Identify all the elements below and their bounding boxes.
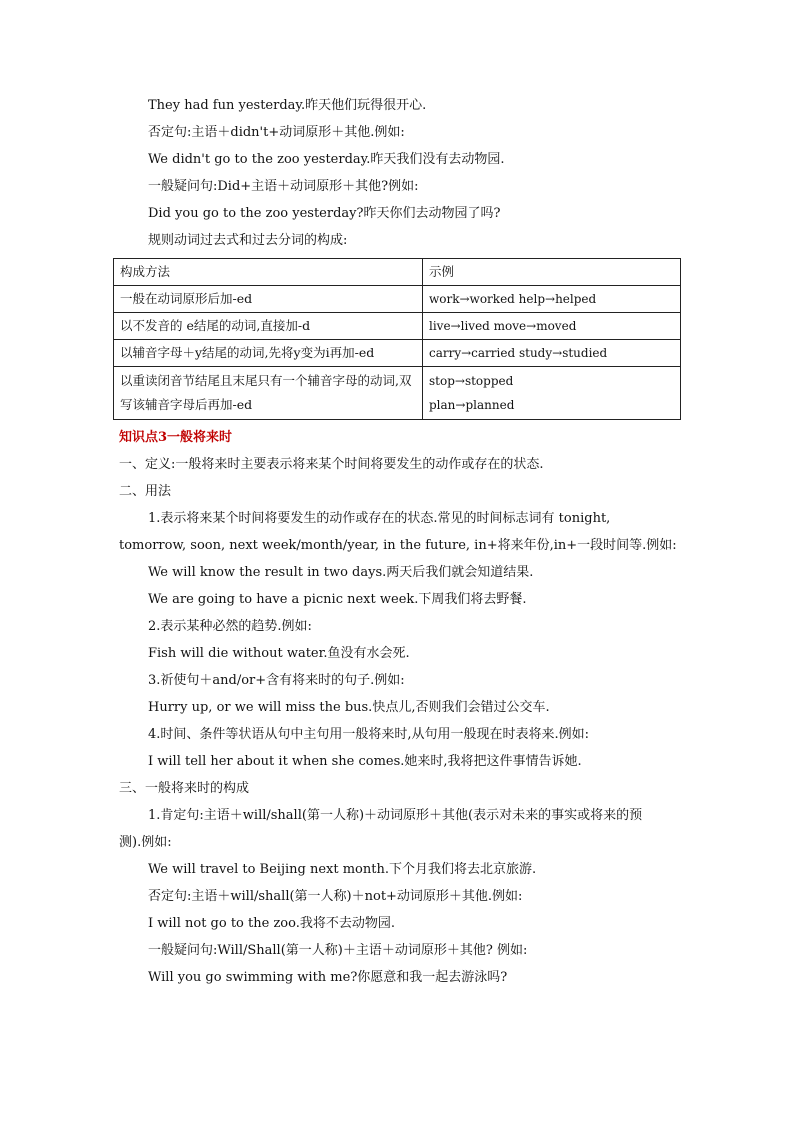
text-line: 测).例如: [119, 835, 172, 850]
example-sentence: Will you go swimming with me?你愿意和我一起去游泳吗? [148, 970, 508, 985]
example-sentence: We will know the result in two days.两天后我们就会知道结果. [148, 565, 534, 580]
text-line: tomorrow, soon, next week/month/year, in the future, in+将来年份,in+一段时间等.例如: [119, 538, 677, 553]
text-line: We didn't go to the zoo yesterday.昨天我们没有去动物园. [148, 152, 505, 167]
text-line: 一般疑问句:Did+主语＋动词原形＋其他?例如: [148, 179, 419, 194]
table-row [114, 313, 681, 340]
text-line: 1.表示将来某个时间将要发生的动作或存在的状态.常见的时间标志词有 tonight, [148, 511, 611, 526]
past-tense-rules-table [113, 258, 681, 420]
example-word: stop→stopped [429, 374, 514, 388]
text-line: They had fun yesterday.昨天他们玩得很开心. [148, 98, 427, 113]
table-row [114, 286, 681, 313]
table-header-method: 构成方法 [114, 259, 423, 286]
example-sentence: We will travel to Beijing next month.下个月我们将去北京旅游. [148, 862, 537, 877]
table-cell-example: work→worked help→helped [423, 286, 681, 313]
table-row [114, 367, 681, 420]
example-sentence: I will not go to the zoo.我将不去动物园. [148, 916, 395, 931]
table-cell-method: 以辅音字母＋y结尾的动词,先将y变为i再加-ed [114, 340, 423, 367]
text-line: 4.时间、条件等状语从句中主句用一般将来时,从句用一般现在时表将来.例如: [148, 727, 590, 742]
text-line: Did you go to the zoo yesterday?昨天你们去动物园了吗? [148, 206, 501, 221]
table-cell-example [423, 367, 681, 420]
table-cell-method: 以重读闭音节结尾且末尾只有一个辅音字母的动词,双写该辅音字母后再加-ed [114, 367, 423, 420]
definition-line: 一、定义:一般将来时主要表示将来某个时间将要发生的动作或存在的状态. [119, 457, 544, 472]
table-header-example: 示例 [423, 259, 681, 286]
table-header-row [114, 259, 681, 286]
usage-heading: 二、用法 [119, 484, 172, 499]
text-line: 规则动词过去式和过去分词的构成: [148, 233, 348, 248]
table-cell-example: carry→carried study→studied [423, 340, 681, 367]
table-cell-method: 一般在动词原形后加-ed [114, 286, 423, 313]
example-sentence: We are going to have a picnic next week.下周我们将去野餐. [148, 592, 527, 607]
table-row [114, 340, 681, 367]
text-line: 一般疑问句:Will/Shall(第一人称)＋主语＋动词原形＋其他? 例如: [148, 943, 528, 958]
example-sentence: Hurry up, or we will miss the bus.快点儿,否则我们会错过公交车. [148, 700, 550, 715]
structure-heading: 三、一般将来时的构成 [119, 781, 250, 796]
text-line: 3.祈使句＋and/or+含有将来时的句子.例如: [148, 673, 405, 688]
text-line: 否定句:主语＋didn't+动词原形＋其他.例如: [148, 125, 405, 140]
example-word: plan→planned [429, 398, 515, 412]
example-sentence: I will tell her about it when she comes.她来时,我将把这件事情告诉她. [148, 754, 582, 769]
section-title: 知识点3一般将来时 [119, 430, 233, 445]
table-cell-method: 以不发音的 e结尾的动词,直接加-d [114, 313, 423, 340]
text-line: 2.表示某种必然的趋势.例如: [148, 619, 312, 634]
table-cell-example: live→lived move→moved [423, 313, 681, 340]
text-line: 1.肯定句:主语＋will/shall(第一人称)＋动词原形＋其他(表示对未来的事实或将来的预 [148, 808, 643, 823]
text-line: 否定句:主语＋will/shall(第一人称)＋not+动词原形＋其他.例如: [148, 889, 523, 904]
example-sentence: Fish will die without water.鱼没有水会死. [148, 646, 410, 661]
